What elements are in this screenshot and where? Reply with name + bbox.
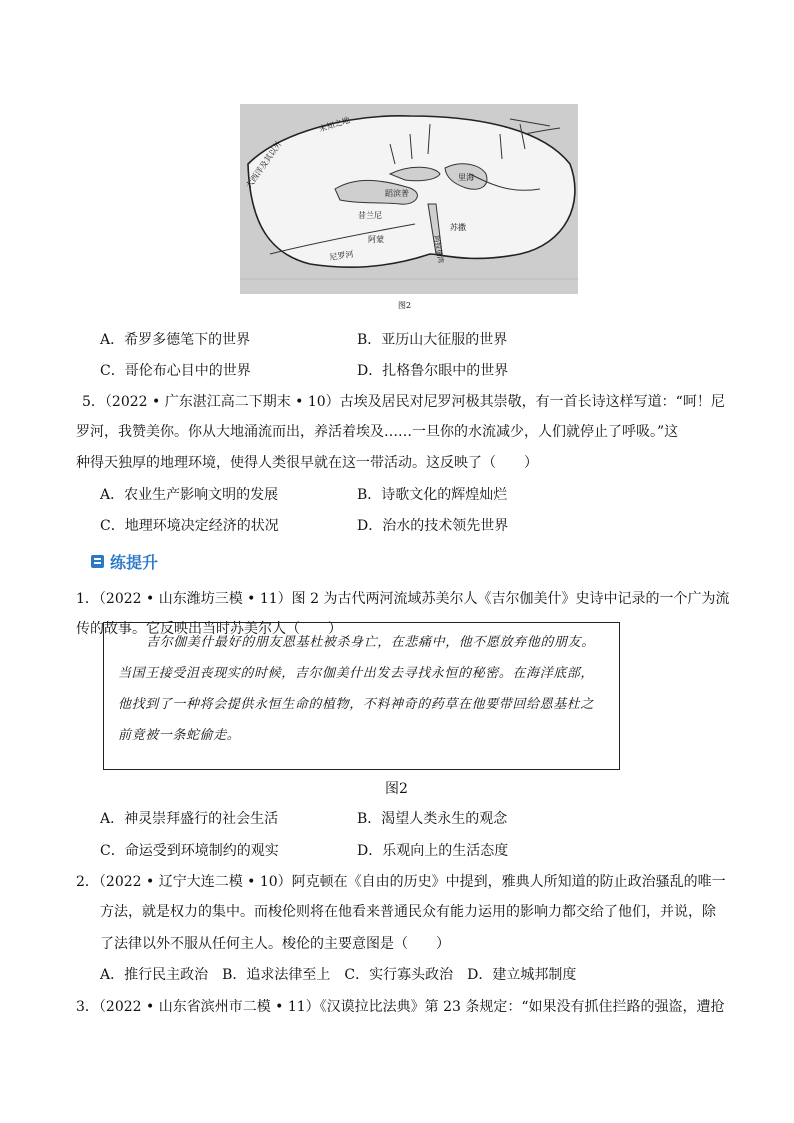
q5-option-b[interactable]: B．诗歌文化的辉煌灿烂 — [357, 487, 508, 503]
p1-stem-line2: 传的故事。它反映出当时苏美尔人（ ） — [76, 621, 342, 637]
p3-stem-line1: 3．（2022 • 山东省滨州市二模 • 11）《汉谟拉比法典》第 23 条规定：“如果没有抓住拦路的强盗，遭抢 — [76, 999, 725, 1015]
p1-option-d[interactable]: D．乐观向上的生活态度 — [357, 843, 509, 859]
section-title: 练提升 — [110, 553, 159, 572]
map-label-susa: 苏撒 — [450, 223, 466, 232]
map-drawing — [240, 104, 578, 294]
section-heading — [91, 550, 158, 573]
q4-option-c[interactable]: C．哥伦布心目中的世界 — [100, 363, 251, 379]
book-icon — [91, 555, 104, 568]
map-caption: 图2 — [398, 301, 412, 310]
q5-stem-line2: 罗河，我赞美你。你从大地涌流而出，养活着埃及……一旦你的水流减少，人们就停止了呼吸。”这 — [76, 424, 679, 440]
map-label-ammon: 阿蒙 — [368, 235, 384, 244]
map-label-caspian: 里海 — [458, 173, 474, 182]
p1-stem-line1: 1．（2022 • 山东潍坊三模 • 11）图 2 为古代两河流域苏美尔人《吉尔伽美什》史诗中记录的一个广为流 — [76, 591, 730, 607]
map-label-nile: 尼罗河 — [329, 249, 355, 262]
p1-option-b[interactable]: B．渴望人类永生的观念 — [357, 811, 508, 827]
q5-stem-line1: 5．（2022 • 广东湛江高二下期末 • 10）古埃及居民对尼罗河极其崇敬，有一首长诗这样写道：“呵！尼 — [82, 394, 725, 410]
q5-option-a[interactable]: A．农业生产影响文明的发展 — [100, 487, 279, 503]
map-label-arabia: 阿拉伯湾 — [432, 234, 445, 264]
map-label-center: 蹈滨普 — [385, 189, 409, 198]
p1-quote-box: 吉尔伽美什最好的朋友恩基杜被杀身亡，在悲痛中，他不愿放弃他的朋友。当国王接受沮丧现实的时候，吉尔伽美什出发去寻找永恒的秘密。在海洋底部，他找到了一种将会提供永恒生命的植物，不料神奇的药草在他要带回给恩基杜之前竟被一条蛇偷走。 — [103, 622, 620, 770]
p1-option-c[interactable]: C．命运受到环境制约的观实 — [100, 843, 279, 859]
p2-options[interactable]: A．推行民主政治 B．追求法律至上 C．实行寡头政治 D．建立城邦制度 — [100, 967, 577, 983]
q5-option-d[interactable]: D．治水的技术领先世界 — [357, 518, 509, 534]
p2-stem-line2: 方法，就是权力的集中。而梭伦则将在他看来普通民众有能力运用的影响力都交给了他们，并说，除 — [100, 904, 716, 920]
p1-option-a[interactable]: A．神灵崇拜盛行的社会生活 — [100, 811, 279, 827]
p2-stem-line1: 2．（2022 • 辽宁大连二模 • 10）阿克顿在《自由的历史》中提到，雅典人所知道的防止政治骚乱的唯一 — [76, 874, 726, 890]
q5-stem-line3: 种得天独厚的地理环境，使得人类很早就在这一带活动。这反映了（ ） — [76, 455, 538, 471]
map-label-unknown: 未知之地 — [317, 115, 352, 134]
ancient-world-map — [240, 104, 578, 294]
map-label-cyrene: 昔兰尼 — [358, 211, 382, 220]
q4-option-a[interactable]: A．希罗多德笔下的世界 — [100, 332, 251, 348]
p1-caption: 图2 — [385, 781, 408, 797]
q4-option-b[interactable]: B．亚历山大征服的世界 — [357, 332, 508, 348]
q5-option-c[interactable]: C．地理环境决定经济的状况 — [100, 518, 279, 534]
map-label-atlantic: 大西洋及其以外 — [244, 139, 284, 191]
p2-stem-line3: 了法律以外不服从任何主人。梭伦的主要意图是（ ） — [100, 936, 450, 952]
q4-option-d[interactable]: D．扎格鲁尔眼中的世界 — [357, 363, 509, 379]
